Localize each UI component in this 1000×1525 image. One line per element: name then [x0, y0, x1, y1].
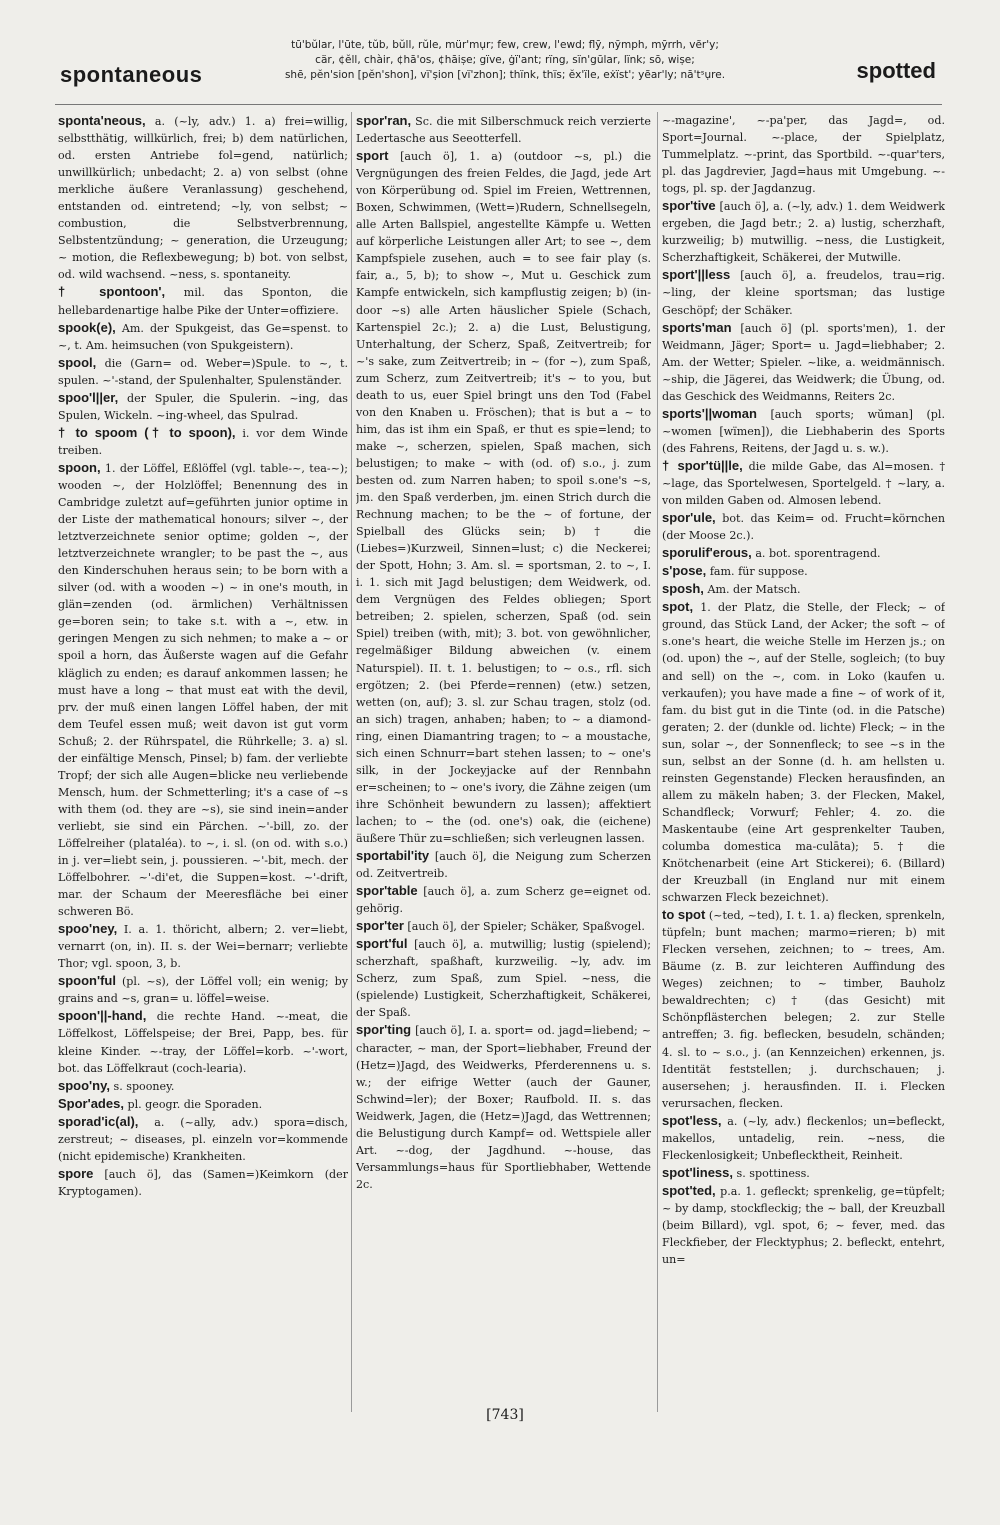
entry-definition: [auch ö] (pl. sports'men), 1. der Weidmann, Jäger; Sport= u. Jagd=liebhaber; 2. Am. der Wetter; Spieler. ~like, a. weidmännisch. ~ship, die Jägerei, das Weidwerk; die Übung, od. das Geschick des Weidmanns, Reiters 2c. [662, 321, 945, 403]
dictionary-entry [58, 112, 348, 283]
dictionary-entry [662, 1182, 945, 1268]
entry-definition: Am. der Matsch. [707, 583, 801, 597]
entry-headword: sport'||less [662, 267, 731, 283]
entry-headword: sports'man [662, 319, 732, 335]
dictionary-entry [662, 197, 945, 266]
dictionary-entry [58, 319, 348, 354]
entry-definition: Am. der Spukgeist, das Ge=spenst. to ~, t. Am. heimsuchen (von Spukgeistern). [58, 321, 348, 352]
page-number: [743] [486, 1407, 524, 1423]
entry-definition: [auch ö], a. freudelos, trau=rig. ~ling, der kleine sportsman; das lustige Geschöpf; der Schäker. [662, 269, 945, 317]
dictionary-entry [356, 147, 651, 847]
entry-definition: [auch ö], a. zum Scherz ge=eignet od. gehörig. [356, 885, 651, 916]
dictionary-entry [662, 405, 945, 457]
entry-definition: 1. der Platz, die Stelle, der Fleck; ~ of ground, das Stück Land, der Acker; the soft ~ of s.one's heart, die weiche Stelle im Herzen js.; on (od. upon) the ~, auf der Stelle, sogleich; (to buy and sell) on the ~, com. in Loko (kaufen u. verkaufen); you have made a fine ~ of work of it, fam. du bist gut in die Tinte (od. in die Patsche) geraten; 2. der (dunkle od. lichte) Fleck; ~ in the sun, solar ~, der Sonnenfleck; to see ~s in the sun, selbst an der Sonne (d. h. am hellsten u. reinsten Gegenstande) Flecken herausfinden, an allem zu mäkeln haben; 3. der Flecken, Makel, Schandfleck; Vorwurf; Fehler; 4. zo. die Maskentaube (eine Art gesprenkelter Tauben, columba domestica ma-culāta); 5. † die Knötchenarbeit (eine Art Stickerei); 6. (Billard) der Kreuzball (in England nur mit einem schwarzen Fleck bezeichnet). [662, 601, 945, 905]
entry-headword: spool, [58, 354, 97, 370]
entry-headword: † to spoom († to spoon), [58, 424, 236, 440]
entry-headword: spoo'l||er, [58, 389, 119, 405]
dictionary-entry [356, 935, 651, 1021]
entry-headword: sport [356, 148, 389, 164]
pronunciation-key-line: shē, pĕn'sion [pĕn'shon], vï'ṣion [vï'zhon]; thïnk, thïs; ĕx'ïle, eẋïst'; yẽar'ly; nā'tˢụre. [284, 69, 726, 81]
entry-headword: sponta'neous, [58, 113, 146, 128]
entry-headword: spot'less, [662, 1112, 722, 1128]
dictionary-entry [58, 389, 348, 424]
entry-definition: [auch ö], das (Samen=)Keimkorn (der Kryptogamen). [58, 1167, 348, 1198]
dictionary-entry [58, 1077, 348, 1095]
dictionary-entry [662, 580, 945, 598]
entry-headword: sportabil'ity [356, 848, 430, 864]
dictionary-entry [58, 1007, 348, 1076]
entry-definition: [auch ö], 1. a) (outdoor ~s, pl.) die Vergnügungen des freien Feldes, die Jagd, jede Art von Körperübung od. Spiel im Freien, Wettrennen, Boxen, Schwimmen, (Wett=)Rudern, Schnellsegeln, alle Arten Ballspiel, angestellte Kämpfe u. Wetten auf körperliche Leistungen aller Art; to see ~, dem Kampfspiele zusehen, auch = to see fair play (s. fair, a., 5, b); to show ~, Mut u. Geschick zum Kampfe entwickeln, sich kampflustig zeigen; b) (in-door ~s) alle Arten häuslicher Spiele (Schach, Kartenspiel 2c.); 2. a) die Lust, Belustigung, Unterhaltung, der Scherz, Spaß, Zeitvertreib; for ~'s sake, zum Zeitvertreib; in ~ (for ~), zum Spaß, zum Scherz, zum Zeitvertreib; it's ~ to you, but death to us, euer Spiel bringt uns den Tod (Fabel von den Knaben u. Fröschen); that is but a ~ to him, das ist ihm ein Spaß, er thut es spie=lend; to make ~, scherzen, spielen, Spaß machen, sich belustigen; to make ~ with (od. of) s.o., j. zum besten od. zum Narren haben; to spoil s.one's ~s, jm. den Spaß verderben, jm. einen Strich durch die Rechnung machen; to be the ~ of fortune, der Spielball des Glücks sein; b) † die (Liebes=)Kurzweil, Sinnen=lust; c) die Neckerei; der Spott, Hohn; 3. Am. sl. = sportsman, 2. to ~, I. i. 1. sich mit Jagd belustigen; dem Weidwerk, od. dem Vergnügen des Feldes obliegen; Sport betreiben; 2. spielen, scherzen, Spaß (od. sein Spiel) treiben (with, mit); 3. bot. von gewöhnlicher, regelmäßiger Bildung abweichen (v. einem Naturspiel). II. t. 1. belustigen; to ~ o.s., rfl. sich ergötzen; 2. (bei Pferde=rennen) (etw.) setzen, wetten (on, auf); 3. sl. zur Schau tragen, stolz (od. an sich) tragen, anhaben; haben; to ~ a diamond-ring, einen Diamantring tragen; to ~ a moustache, sich einen Schnurr=bart stehen lassen; to ~ one's silk, in der Jockeyjacke auf der Rennbahn er=scheinen; to ~ one's ivory, die Zähne zeigen (um ihre Schönheit bewundern zu lassen); affektiert lachen; to ~ the (od. one's) oak, die (eichene) äußere Thür zu=schließen; sich verleugnen lassen. [356, 150, 651, 845]
entry-definition: [auch ö], I. a. sport= od. jagd=liebend; ~ character, ~ man, der Sport=liebhaber, Freund der (Hetz=)Jagd, des Weidwerks, Pferderennens u. s. w.; der eifrige Wetter (auch der Gauner, Schwind=ler); der Boxer; Raufbold. II. s. das Weidwerk, Jagen, die (Hetz=)Jagd, das Wettrennen; die Belustigung durch Kampf= od. Wettspiele aller Art. ~-dog, der Jagdhund. ~-house, das Versammlungs=haus für Sportliebhaber, Wettende 2c. [356, 1024, 651, 1191]
column-1 [58, 112, 348, 1412]
dictionary-entry [662, 598, 945, 906]
guide-word-right: spotted [856, 58, 936, 83]
entry-headword: sporad'ic(al), [58, 1113, 139, 1129]
entry-definition: s. spottiness. [736, 1166, 810, 1180]
entry-definition: (~ted, ~ted), I. t. 1. a) flecken, sprenkeln, tüpfeln; bunt machen; marmo=rieren; b) mit Flecken versehen, zeichnen; to ~ trees, Am. Bäume (z. B. zur leichteren Auffindung des Weges) zeichnen; to ~ timber, Bauholz bewaldrechten; c) † (das Gesicht) mit Schönpflästerchen belegen; 2. zur Stelle antreffen; 3. fig. beflecken, besudeln, schänden; 4. sl. to ~ s.o., j. (an Kennzeichen) erkennen, js. Identität feststellen; j. durchschauen; j. ausersehen; j. herausfinden. II. i. Flecken verursachen, flecken. [662, 909, 945, 1110]
entry-definition: pl. geogr. die Sporaden. [127, 1097, 263, 1111]
dictionary-entry [58, 354, 348, 389]
entry-headword: spoon, [58, 459, 101, 475]
dictionary-entry [662, 906, 945, 1112]
pronunciation-key [210, 38, 800, 83]
dictionary-entry [662, 1112, 945, 1164]
entry-headword: to spot [662, 907, 706, 923]
dictionary-entry [356, 847, 651, 882]
dictionary-entry [356, 882, 651, 917]
column-2 [356, 112, 651, 1412]
pronunciation-key-line: tū'bŭlar, l'ūte, tŭb, bŭll, rŭle, mür'mụr; few, crew, l'ewd; flȳ, nȳmph, mȳrrh, vẽr'y; [291, 39, 719, 51]
entry-headword: spot'liness, [662, 1164, 733, 1180]
dictionary-entry [58, 920, 348, 972]
entry-headword: spor'ter [356, 918, 404, 934]
dictionary-entry [58, 1165, 348, 1200]
guide-word-left: spontaneous [60, 62, 203, 87]
dictionary-entry [356, 112, 651, 147]
dictionary-entry [662, 1164, 945, 1182]
entry-definition: [auch ö], die Neigung zum Scherzen od. Zeitvertreib. [356, 850, 651, 881]
dictionary-entry [662, 544, 945, 562]
entry-headword: † spontoon', [58, 284, 166, 300]
dictionary-entry [662, 266, 945, 318]
entry-headword: s'pose, [662, 563, 707, 579]
dictionary-entry [662, 562, 945, 580]
entry-definition: [auch ö], der Spieler; Schäker, Spaßvogel. [407, 920, 645, 934]
entry-definition: 1. der Löffel, Eßlöffel (vgl. table-~, tea-~); wooden ~, der Holzlöffel; Benennung des in Cambridge zuletzt auf=geführten junior optime in der Liste der mathematical honours; silver ~, der letztverzeichnete senior optime; golden ~, der letztverzeichnete wrangler; to be past the ~, aus den Kinderschuhen heraus sein; to be born with a silver (od. with a wooden ~) ~ in one's mouth, in glän=zenden (od. ärmlichen) Verhältnissen ge=boren sein; to take s.t. with a ~, etw. in geringen Mengen zu sich nehmen; to make a ~ or spoil a horn, das Äußerste wagen auf die Gefahr kläglich zu enden; es darauf ankommen lassen; he must have a long ~ that must eat with the devil, prv. der muß einen langen Löffel haben, der mit dem Teufel essen muß; weit davon ist gut vorm Schuß; 2. der Rührspatel, die Rührkelle; 3. a) sl. der einfältige Mensch, Pinsel; b) fam. der verliebte Tropf; der sich alle Augen=blicke neu verliebende Mensch, hum. der Schmetterling; it's a case of ~s with them (od. they are ~s), sie sind inein=ander verliebt, sie sind ein Pärchen. ~'-bill, zo. der Löffelreiher (plataléa). to ~, i. sl. (on od. with s.o.) in j. ver=liebt sein, j. poussieren. ~'-bit, mech. der Löffelbohrer. ~'-di'et, die Suppen=kost. ~'-drift, mar. der Schaum der Meeresfläche bei einer schweren Bö. [58, 461, 348, 919]
column-divider [657, 112, 658, 1412]
dictionary-entry [662, 319, 945, 405]
entry-headword: spoon'ful [58, 973, 116, 989]
entry-definition: die milde Gabe, das Al=mosen. † ~lage, das Sportelwesen, Sportelgeld. † ~lary, a. von milden Gaben od. Almosen lebend. [662, 459, 945, 508]
entry-headword: † spor'tü||le, [662, 457, 743, 473]
entry-headword: spoo'ny, [58, 1077, 110, 1093]
entry-definition: a. (~ly, adv.) fleckenlos; un=befleckt, makellos, untadelig, rein. ~ness, die Fleckenlosigkeit; Unbeflecktheit, Reinheit. [662, 1114, 945, 1162]
dictionary-entry [662, 509, 945, 544]
entry-headword: spoo'ney, [58, 921, 118, 937]
dictionary-entry [356, 917, 651, 935]
entry-definition: [auch ö], a. (~ly, adv.) 1. dem Weidwerk ergeben, die Jagd betr.; 2. a) lustig, scherzhaft, kurzweilig; b) mutwillig. ~ness, die Lustigkeit, Scherzhaftigkeit, Schäkerei, der Mutwille. [662, 200, 945, 265]
dictionary-entry [58, 283, 348, 318]
entry-definition: [auch ö], a. mutwillig; lustig (spielend); scherzhaft, spaßhaft, kurzweilig. ~ly, adv. im Scherz, zum Spaß, zum Spiel. ~ness, die (spielende) Lustigkeit, Scherzhaftigkeit, Schäkerei, der Spaß. [356, 938, 651, 1020]
entry-headword: spot, [662, 599, 694, 615]
entry-definition: a. (~ly, adv.) 1. a) frei=willig, selbstthätig, willkürlich, frei; b) dem natürlichen, od. ersten Antriebe fol=gend, natürlich; unwillkürlich; unbedacht; 2. a) von selbst (ohne merkliche äußere Veranlassung) geschehend, entstanden od. eintretend; ~ly, von selbst; ~ combustion, die Selbstverbrennung, Selbstentzündung; ~ generation, die Urzeugung; ~ motion, die Reflexbewegung; b) bot. von selbst, od. wild wachsend. ~ness, s. spontaneity. [58, 115, 348, 282]
entry-definition: fam. für suppose. [709, 565, 808, 579]
entry-headword: spor'ule, [662, 510, 716, 526]
entry-headword: sport'ful [356, 936, 408, 952]
entry-definition: ~-magazine', ~-pa'per, das Jagd=, od. Sport=Journal. ~-place, der Spielplatz, Tummelplatz. ~-print, das Sportbild. ~-quar'ters, pl. das Jagdrevier, Jagd=haus mit Umgebung. ~-togs, pl. sp. der Jagdanzug. [662, 114, 945, 196]
entry-headword: spoon'||-hand, [58, 1008, 147, 1024]
header-rule [55, 104, 942, 105]
entry-headword: spore [58, 1165, 94, 1181]
entry-headword: spor'tive [662, 198, 716, 214]
dictionary-entry [58, 1113, 348, 1165]
entry-definition: (pl. ~s), der Löffel voll; ein wenig; by grains and ~s, gran= u. löffel=weise. [58, 975, 348, 1006]
entry-headword: Spor'ades, [58, 1095, 124, 1111]
entry-definition: p.a. 1. gefleckt; sprenkelig, ge=tüpfelt; ~ by damp, stockfleckig; the ~ ball, der Kreuzball (beim Billard), vgl. spot, 6; ~ fever, med. das Fleckfieber, der Flecktyphus; 2. befleckt, entehrt, un= [662, 1184, 945, 1267]
entry-headword: spor'ting [356, 1022, 412, 1038]
dictionary-entry [662, 457, 945, 509]
entry-definition: i. vor dem Winde treiben. [58, 426, 348, 457]
entry-headword: sports'||woman [662, 405, 757, 421]
pronunciation-key-line: cär, ¢ĕll, chàir, ¢hā'os, ¢hāiṣe; gïve, ġï'ant; rïng, sïn'gūlar, lïnk; sō, wiṣe; [315, 54, 695, 66]
entry-definition: I. a. 1. thöricht, albern; 2. ver=liebt, vernarrt (on, in). II. s. der Wei=bernarr; verliebte Thor; vgl. spoon, 3, b. [58, 923, 348, 971]
column-3 [662, 112, 945, 1412]
entry-definition: die rechte Hand. ~-meat, die Löffelkost, Löffelspeise; der Brei, Papp, bes. für kleine Kinder. ~-tray, der Löffel=korb. ~'-wort, bot. das Löffelkraut (coch-learia). [58, 1010, 348, 1075]
entry-headword: sporulif'erous, [662, 545, 752, 561]
entry-definition: Sc. die mit Silberschmuck reich verzierte Ledertasche aus Seeotterfell. [356, 115, 651, 146]
entry-definition: a. (~ally, adv.) spora=disch, zerstreut; ~ diseases, pl. einzeln vor=kommende (nicht epidemische) Krankheiten. [58, 1115, 348, 1163]
dictionary-entry [58, 972, 348, 1007]
entry-definition: bot. das Keim= od. Frucht=körnchen (der Moose 2c.). [662, 512, 945, 543]
entry-headword: spor'table [356, 883, 418, 899]
entry-definition: [auch sports; wŭman] (pl. ~women [wïmen]), die Liebhaberin des Sports (des Fahrens, Reitens, der Jagd u. s. w.). [662, 407, 945, 455]
entry-headword: spor'ran, [356, 113, 412, 128]
entry-definition: mil. das Sponton, die hellebardenartige halbe Pike der Unter=offiziere. [58, 286, 348, 317]
entry-headword: sposh, [662, 581, 704, 597]
dictionary-entry [58, 459, 348, 920]
entry-definition: s. spooney. [113, 1079, 175, 1093]
entry-definition: a. bot. sporentragend. [755, 547, 881, 561]
dictionary-entry [58, 1095, 348, 1113]
column-divider [351, 112, 352, 1412]
dictionary-entry [662, 112, 945, 197]
entry-definition: der Spuler, die Spulerin. ~ing, das Spulen, Wickeln. ~ing-wheel, das Spulrad. [58, 391, 348, 422]
dictionary-entry [58, 424, 348, 459]
entry-headword: spot'ted, [662, 1182, 716, 1198]
dictionary-entry [356, 1021, 651, 1192]
entry-definition: die (Garn= od. Weber=)Spule. to ~, t. spulen. ~'-stand, der Spulenhalter, Spulenständer. [58, 356, 348, 387]
entry-headword: spook(e), [58, 319, 116, 335]
